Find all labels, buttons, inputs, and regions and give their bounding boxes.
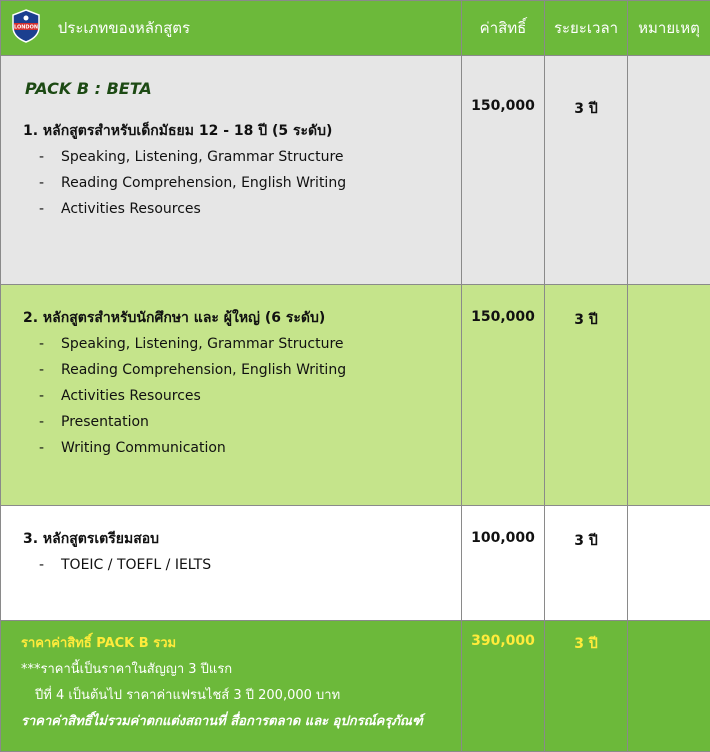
- total-title: ราคาค่าสิทธิ์ PACK B รวม: [21, 631, 461, 657]
- course-title: 1. หลักสูตรสำหรับเด็กมัธยม 12 - 18 ปี (5 ระดับ): [23, 118, 461, 144]
- fee-cell: 100,000: [462, 506, 545, 621]
- duration-cell: 3 ปี: [545, 285, 628, 506]
- table-row: [1, 285, 710, 506]
- header-fee: ค่าสิทธิ์: [462, 1, 545, 56]
- pack-title: PACK B : BETA: [25, 76, 461, 102]
- header-course-type: [1, 1, 462, 56]
- list-item: - Reading Comprehension, English Writing: [23, 170, 461, 196]
- total-row: [1, 621, 710, 752]
- fee-cell: 150,000: [462, 56, 545, 285]
- list-item: - Activities Resources: [23, 196, 461, 222]
- total-note-1: ***ราคานี้เป็นราคาในสัญญา 3 ปีแรก: [21, 657, 461, 683]
- course-items: [23, 331, 461, 461]
- remarks-cell: [628, 506, 710, 621]
- total-cell: [1, 621, 462, 752]
- course-title: 3. หลักสูตรเตรียมสอบ: [23, 526, 461, 552]
- list-item: - Reading Comprehension, English Writing: [23, 357, 461, 383]
- list-item: - TOEIC / TOEFL / IELTS: [23, 552, 461, 578]
- total-fee: 390,000: [462, 621, 545, 752]
- course-cell: [1, 285, 462, 506]
- total-note-2: ปีที่ 4 เป็นต้นไป ราคาค่าแฟรนไชส์ 3 ปี 200,000 บาท: [21, 683, 461, 709]
- total-note-3: ราคาค่าสิทธิ์ไม่รวมค่าตกแต่งสถานที่ สื่อการตลาด และ อุปกรณ์ครุภัณฑ์: [21, 709, 461, 735]
- table-row: [1, 506, 710, 621]
- header-duration: ระยะเวลา: [545, 1, 628, 56]
- list-item: - Presentation: [23, 409, 461, 435]
- remarks-cell: [628, 56, 710, 285]
- total-duration: 3 ปี: [545, 621, 628, 752]
- course-title: 2. หลักสูตรสำหรับนักศึกษา และ ผู้ใหญ่ (6 ระดับ): [23, 305, 461, 331]
- list-item: - Writing Communication: [23, 435, 461, 461]
- london-logo-icon: [11, 9, 41, 47]
- course-cell: [1, 56, 462, 285]
- remarks-cell: [628, 285, 710, 506]
- course-cell: [1, 506, 462, 621]
- remarks-cell: [628, 621, 710, 752]
- list-item: - Speaking, Listening, Grammar Structure: [23, 331, 461, 357]
- logo-text: LONDON: [14, 25, 38, 31]
- duration-cell: 3 ปี: [545, 56, 628, 285]
- fee-cell: 150,000: [462, 285, 545, 506]
- header-row: [1, 1, 710, 56]
- header-course-type-label: ประเภทของหลักสูตร: [58, 19, 190, 37]
- table-row: [1, 56, 710, 285]
- header-remarks: หมายเหตุ: [628, 1, 710, 56]
- duration-cell: 3 ปี: [545, 506, 628, 621]
- course-items: [23, 144, 461, 222]
- course-items: [23, 552, 461, 578]
- list-item: - Activities Resources: [23, 383, 461, 409]
- list-item: - Speaking, Listening, Grammar Structure: [23, 144, 461, 170]
